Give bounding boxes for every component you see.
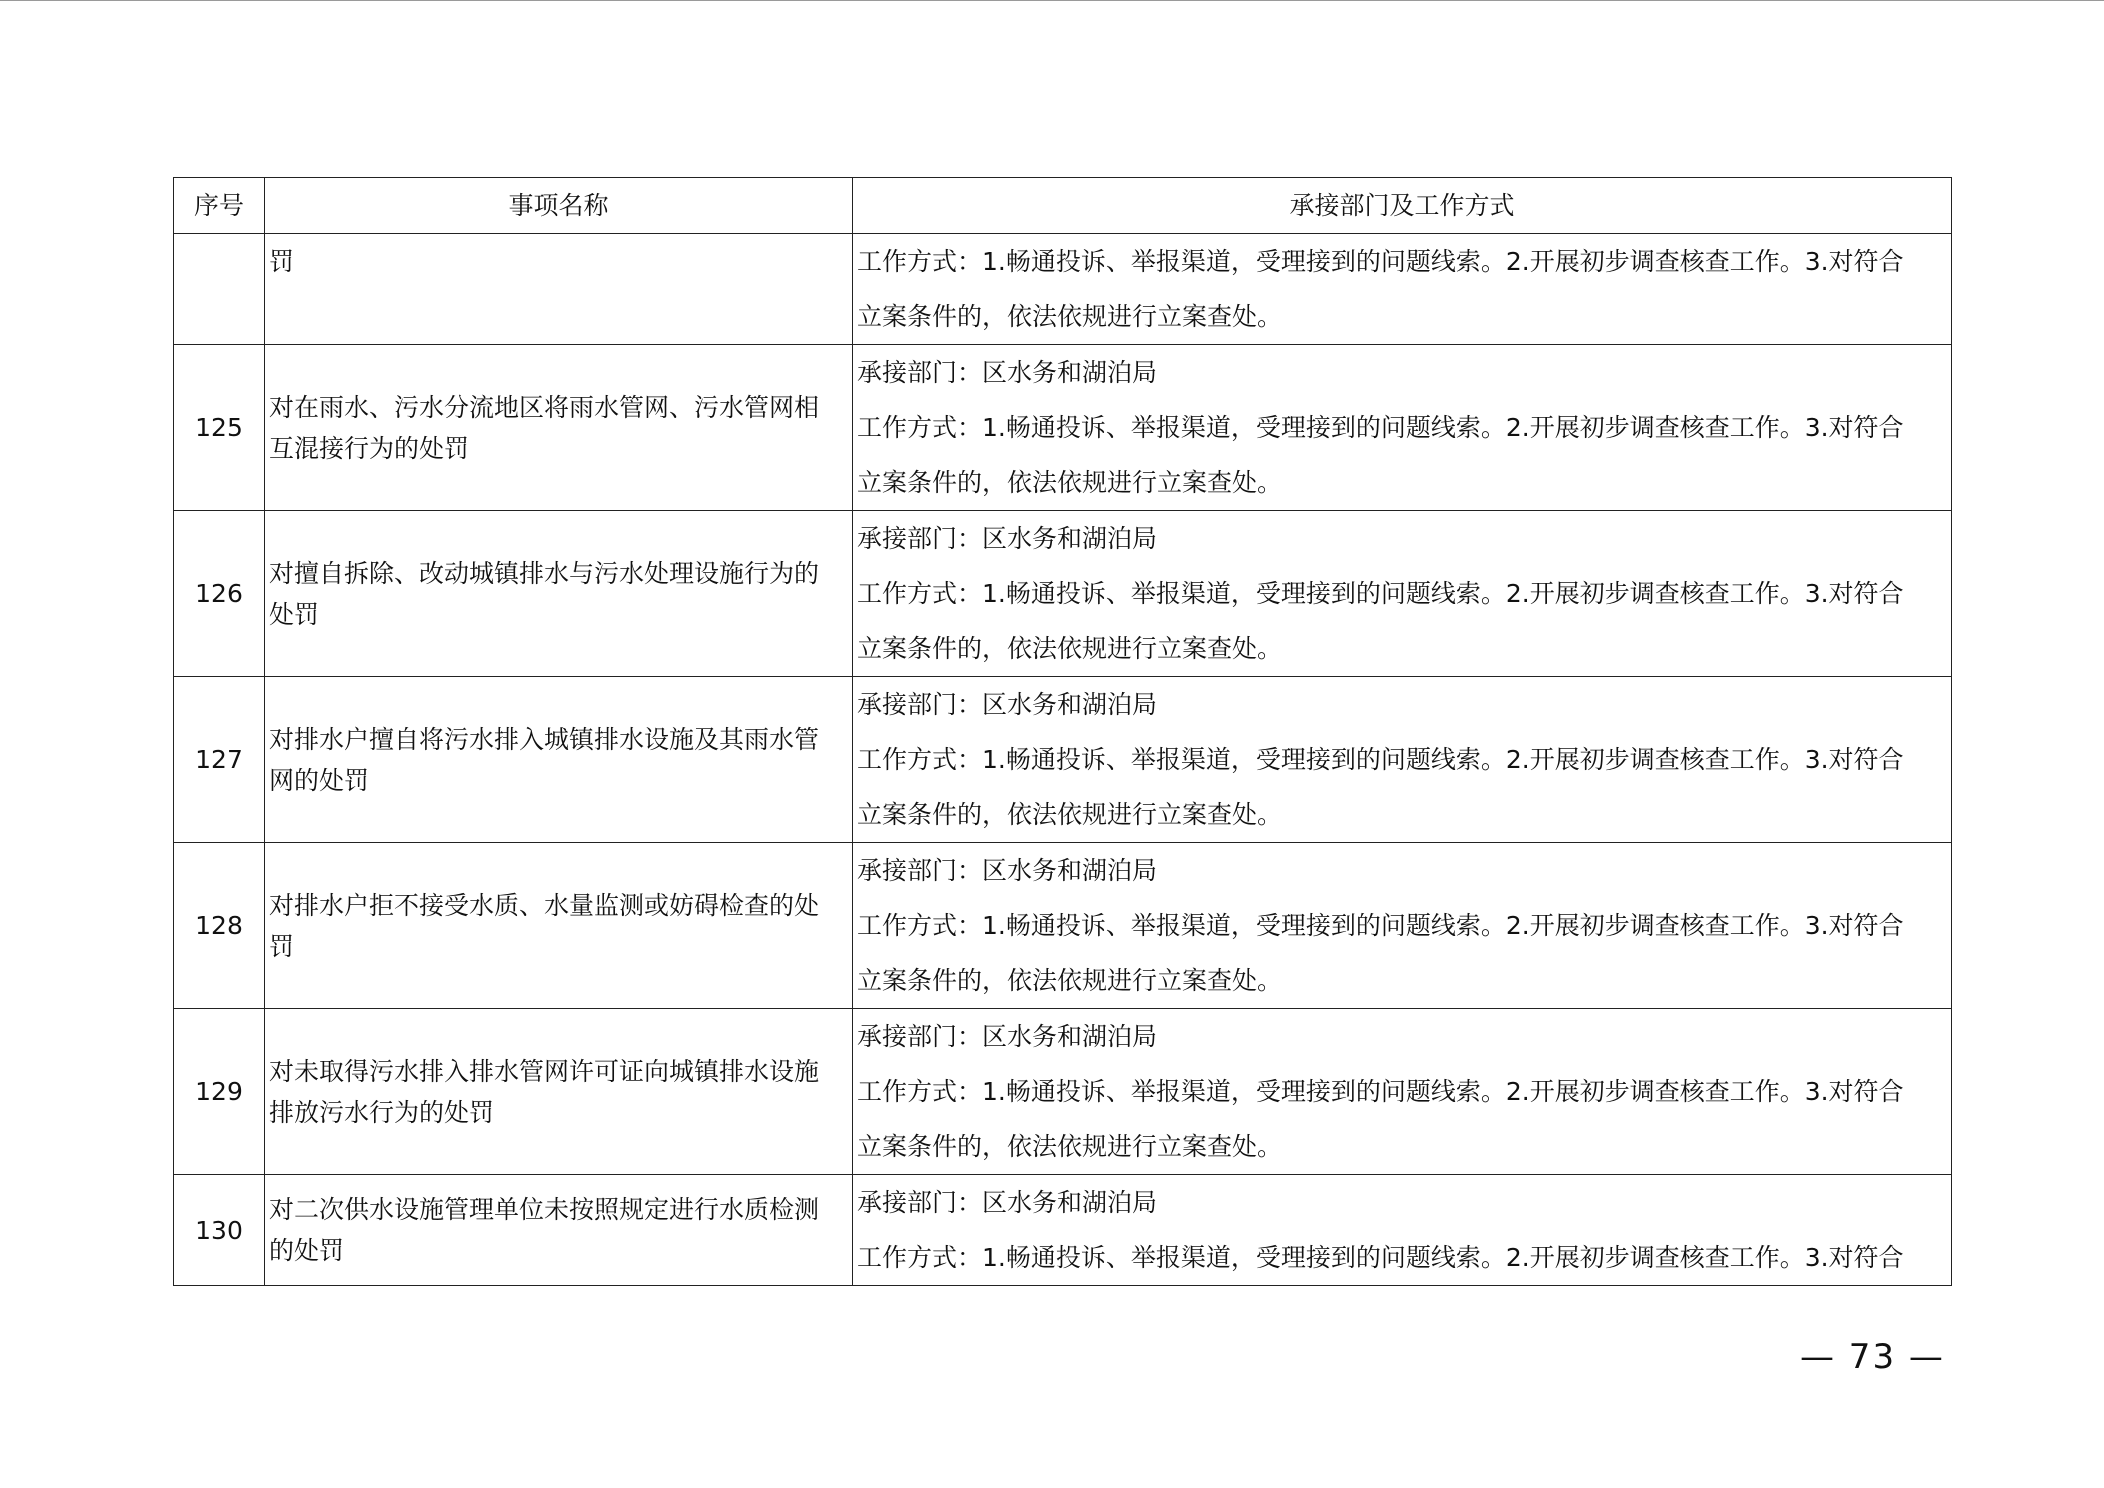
row-dept-line: 立案条件的，依法依规进行立案查处。 <box>857 1132 1283 1161</box>
row-name <box>265 843 853 1009</box>
row-name-line: 对二次供水设施管理单位未按照规定进行水质检测 <box>269 1195 820 1224</box>
header-name: 事项名称 <box>265 178 853 234</box>
row-dept <box>853 677 1952 843</box>
row-name <box>265 1175 853 1286</box>
row-name-line: 网的处罚 <box>269 765 370 795</box>
row-dept-line: 立案条件的，依法依规进行立案查处。 <box>857 800 1283 829</box>
table-header <box>174 178 1952 234</box>
row-dept <box>853 1009 1952 1175</box>
header-dept: 承接部门及工作方式 <box>853 178 1952 234</box>
row-name-line: 对排水户拒不接受水质、水量监测或妨碍检查的处 <box>269 890 820 920</box>
row-dept-unit: 承接部门：区水务和湖泊局 <box>857 1022 1158 1051</box>
row-dept-line: 立案条件的，依法依规进行立案查处。 <box>857 966 1283 995</box>
row-name-line: 对在雨水、污水分流地区将雨水管网、污水管网相 <box>269 392 820 422</box>
row-seq: 125 <box>174 345 265 511</box>
row-dept <box>853 345 1952 511</box>
row-dept <box>853 234 1952 345</box>
row-name <box>265 677 853 843</box>
row-dept-line: 工作方式：1.畅通投诉、举报渠道，受理接到的问题线索。2.开展初步调查核查工作。3.对符合 <box>857 911 1904 940</box>
row-dept-unit: 承接部门：区水务和湖泊局 <box>857 1188 1158 1217</box>
row-name-line: 对排水户擅自将污水排入城镇排水设施及其雨水管 <box>269 724 820 754</box>
row-dept-unit: 承接部门：区水务和湖泊局 <box>857 690 1158 719</box>
row-name-line: 对未取得污水排入排水管网许可证向城镇排水设施 <box>269 1056 820 1086</box>
row-dept-line: 立案条件的，依法依规进行立案查处。 <box>857 468 1283 497</box>
row-dept-unit: 承接部门：区水务和湖泊局 <box>857 358 1158 387</box>
row-seq: 129 <box>174 1009 265 1175</box>
page-number: — 73 — <box>1800 1337 1945 1377</box>
table-row <box>174 345 1952 511</box>
top-border-line <box>0 0 2104 1</box>
row-name-line: 排放污水行为的处罚 <box>269 1097 495 1127</box>
row-seq <box>174 234 265 345</box>
row-dept-line: 工作方式：1.畅通投诉、举报渠道，受理接到的问题线索。2.开展初步调查核查工作。3.对符合 <box>857 247 1904 276</box>
row-dept <box>853 1175 1952 1286</box>
row-seq: 126 <box>174 511 265 677</box>
table-row <box>174 677 1952 843</box>
row-dept <box>853 511 1952 677</box>
row-name-line: 罚 <box>269 247 295 276</box>
row-name-line: 处罚 <box>269 599 320 629</box>
matters-table <box>173 177 1952 1286</box>
table-row <box>174 511 1952 677</box>
table-row <box>174 1175 1952 1286</box>
row-dept-unit: 承接部门：区水务和湖泊局 <box>857 856 1158 885</box>
row-dept-line: 工作方式：1.畅通投诉、举报渠道，受理接到的问题线索。2.开展初步调查核查工作。3.对符合 <box>857 745 1904 774</box>
row-dept-line: 立案条件的，依法依规进行立案查处。 <box>857 634 1283 663</box>
row-dept-line: 工作方式：1.畅通投诉、举报渠道，受理接到的问题线索。2.开展初步调查核查工作。3.对符合 <box>857 1077 1904 1106</box>
row-name <box>265 511 853 677</box>
row-seq: 128 <box>174 843 265 1009</box>
row-dept <box>853 843 1952 1009</box>
row-name-line: 对擅自拆除、改动城镇排水与污水处理设施行为的 <box>269 558 820 588</box>
row-name-line: 的处罚 <box>269 1236 345 1265</box>
row-name <box>265 345 853 511</box>
row-dept-unit: 承接部门：区水务和湖泊局 <box>857 524 1158 553</box>
row-name <box>265 234 853 345</box>
header-seq: 序号 <box>174 178 265 234</box>
table-row <box>174 1009 1952 1175</box>
row-dept-line: 工作方式：1.畅通投诉、举报渠道，受理接到的问题线索。2.开展初步调查核查工作。3.对符合 <box>857 413 1904 442</box>
table-row <box>174 843 1952 1009</box>
row-name-line: 互混接行为的处罚 <box>269 433 470 463</box>
table-row-continuation <box>174 234 1952 345</box>
row-dept-line: 工作方式：1.畅通投诉、举报渠道，受理接到的问题线索。2.开展初步调查核查工作。3.对符合 <box>857 1243 1904 1272</box>
row-dept-line: 立案条件的，依法依规进行立案查处。 <box>857 302 1283 331</box>
header-row <box>174 178 1952 234</box>
row-name-line: 罚 <box>269 931 295 961</box>
row-dept-line: 工作方式：1.畅通投诉、举报渠道，受理接到的问题线索。2.开展初步调查核查工作。3.对符合 <box>857 579 1904 608</box>
row-seq: 127 <box>174 677 265 843</box>
row-seq: 130 <box>174 1175 265 1286</box>
row-name <box>265 1009 853 1175</box>
table-body <box>174 234 1952 1286</box>
